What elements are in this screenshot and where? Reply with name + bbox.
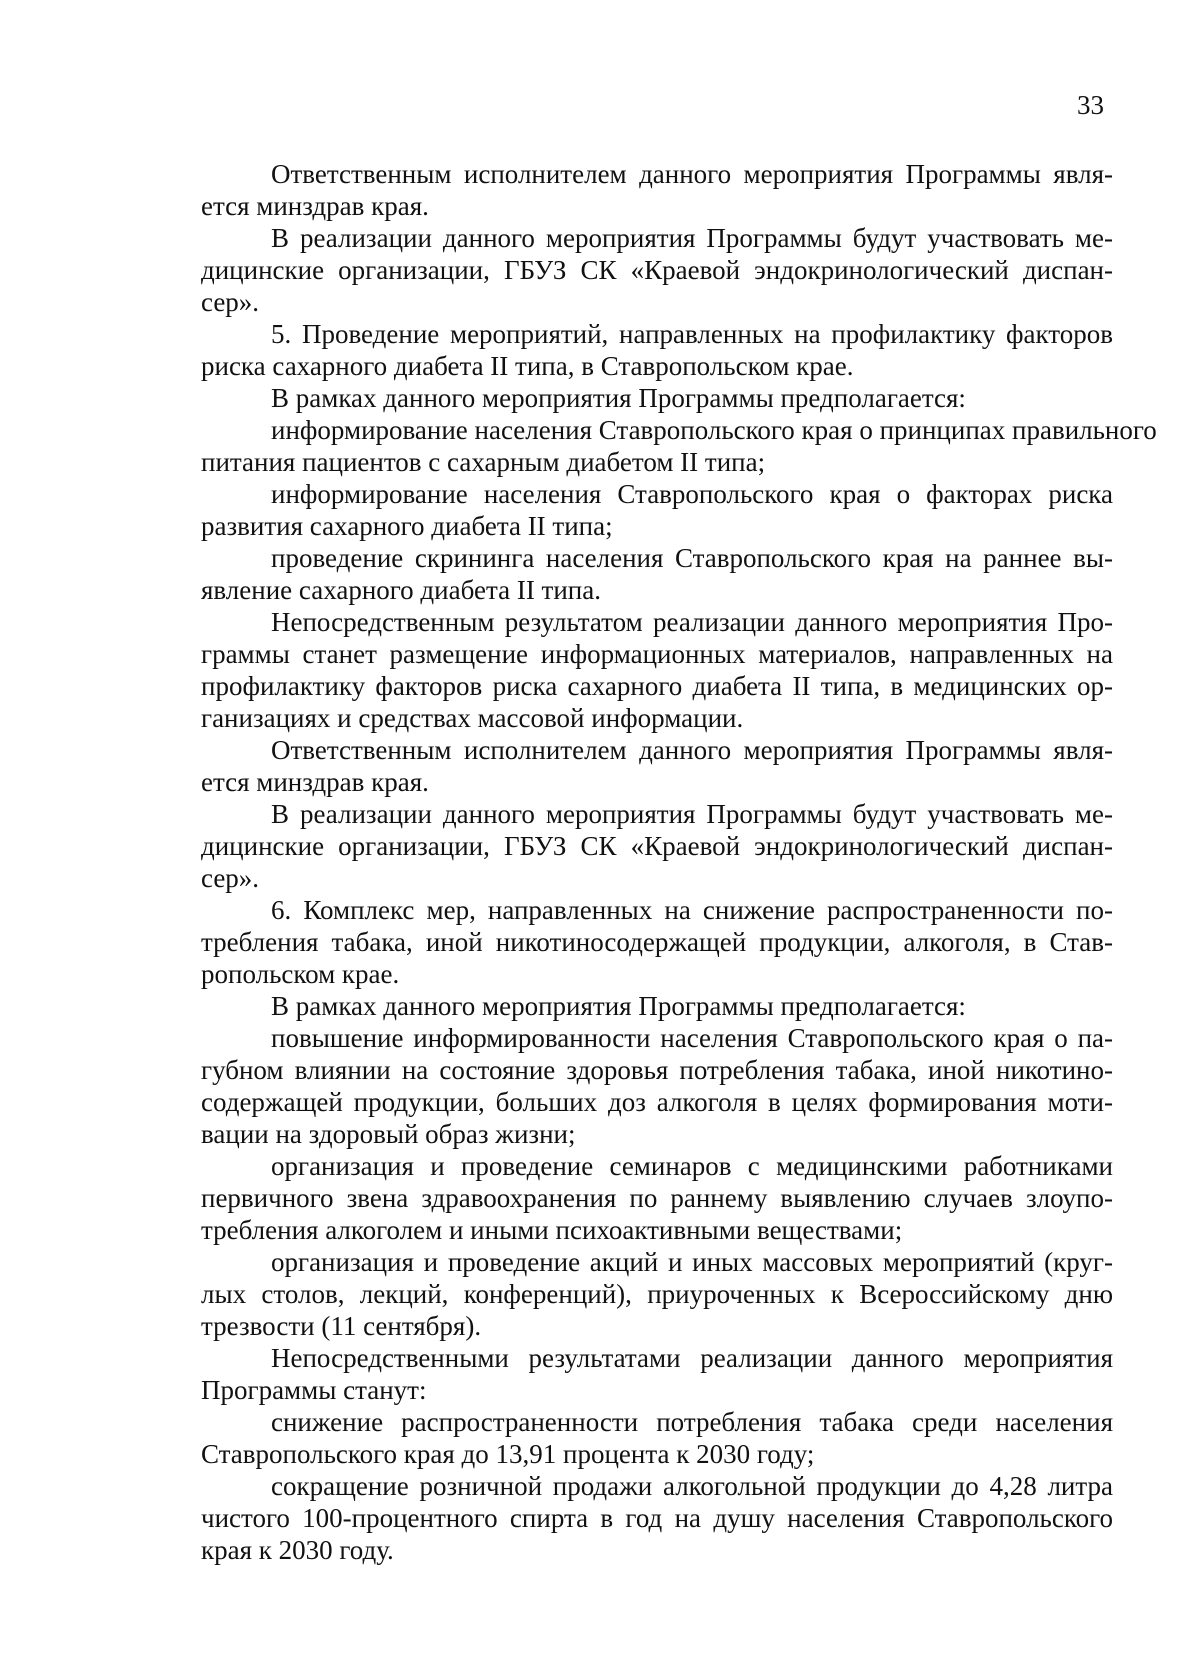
text-line: Программы станут: bbox=[201, 1375, 427, 1405]
paragraph bbox=[201, 382, 1113, 414]
text-line: Ставропольского края до 13,91 процента к 2030 году; bbox=[201, 1439, 815, 1469]
text-line: первичного звена здравоохранения по раннему выявлению случаев злоупо- bbox=[201, 1183, 1113, 1213]
paragraph bbox=[201, 894, 1113, 990]
text-line: В рамках данного мероприятия Программы предполагается: bbox=[271, 383, 966, 413]
text-line: граммы станет размещение информационных материалов, направленных на bbox=[201, 639, 1113, 669]
text-line: ганизациях и средствах массовой информации. bbox=[201, 703, 744, 733]
text-line: сер». bbox=[201, 287, 260, 317]
paragraph bbox=[201, 1342, 1113, 1406]
text-line: ется минздрав края. bbox=[201, 191, 429, 221]
paragraph bbox=[201, 798, 1113, 894]
paragraph bbox=[201, 1406, 1113, 1470]
text-line: организация и проведение акций и иных массовых мероприятий (круг- bbox=[271, 1247, 1113, 1277]
paragraph bbox=[201, 222, 1113, 318]
paragraph bbox=[201, 318, 1113, 382]
text-line: требления алкоголем и иными психоактивными веществами; bbox=[201, 1215, 903, 1245]
text-line: питания пациентов с сахарным диабетом II типа; bbox=[201, 447, 766, 477]
paragraph bbox=[201, 1470, 1113, 1566]
paragraph bbox=[201, 158, 1113, 222]
text-line: губном влиянии на состояние здоровья потребления табака, иной никотино- bbox=[201, 1055, 1113, 1085]
text-line: дицинские организации, ГБУЗ СК «Краевой эндокринологический диспан- bbox=[201, 831, 1113, 861]
text-line: информирование населения Ставропольского края о принципах правильного bbox=[271, 415, 1157, 445]
text-line: ется минздрав края. bbox=[201, 767, 429, 797]
page-number: 33 bbox=[1077, 90, 1104, 120]
text-line: профилактику факторов риска сахарного диабета II типа, в медицинских ор- bbox=[201, 671, 1113, 701]
text-line: чистого 100-процентного спирта в год на душу населения Ставропольского bbox=[201, 1503, 1113, 1533]
paragraph bbox=[201, 1150, 1113, 1246]
paragraph bbox=[201, 1022, 1113, 1150]
document-body bbox=[201, 158, 1157, 1566]
text-line: требления табака, иной никотиносодержащей продукции, алкоголя, в Став- bbox=[201, 927, 1113, 957]
text-line: развития сахарного диабета II типа; bbox=[201, 511, 613, 541]
text-line: В реализации данного мероприятия Программы будут участвовать ме- bbox=[271, 223, 1113, 253]
text-line: ропольском крае. bbox=[201, 959, 400, 989]
text-line: повышение информированности населения Ставропольского края о па- bbox=[271, 1023, 1113, 1053]
text-line: края к 2030 году. bbox=[201, 1535, 394, 1565]
text-line: Ответственным исполнителем данного мероприятия Программы явля- bbox=[271, 159, 1113, 189]
paragraph bbox=[201, 478, 1113, 542]
paragraph bbox=[201, 542, 1113, 606]
text-line: Непосредственным результатом реализации данного мероприятия Про- bbox=[271, 607, 1113, 637]
text-line: Непосредственными результатами реализации данного мероприятия bbox=[271, 1343, 1113, 1373]
text-line: организация и проведение семинаров с медицинскими работниками bbox=[271, 1151, 1113, 1181]
paragraph bbox=[201, 734, 1113, 798]
text-line: информирование населения Ставропольского края о факторах риска bbox=[271, 479, 1113, 509]
text-line: Ответственным исполнителем данного мероприятия Программы явля- bbox=[271, 735, 1113, 765]
paragraph bbox=[201, 414, 1157, 478]
paragraph bbox=[201, 990, 1113, 1022]
text-line: 5. Проведение мероприятий, направленных на профилактику факторов bbox=[271, 319, 1113, 349]
text-line: 6. Комплекс мер, направленных на снижение распространенности по- bbox=[271, 895, 1113, 925]
text-line: лых столов, лекций, конференций), приуроченных к Всероссийскому дню bbox=[201, 1279, 1113, 1309]
text-line: снижение распространенности потребления табака среди населения bbox=[271, 1407, 1113, 1437]
text-line: проведение скрининга населения Ставропольского края на раннее вы- bbox=[271, 543, 1113, 573]
paragraph bbox=[201, 606, 1113, 734]
text-line: риска сахарного диабета II типа, в Ставропольском крае. bbox=[201, 351, 854, 381]
text-line: явление сахарного диабета II типа. bbox=[201, 575, 601, 605]
text-line: трезвости (11 сентября). bbox=[201, 1311, 482, 1341]
text-line: содержащей продукции, больших доз алкоголя в целях формирования моти- bbox=[201, 1087, 1113, 1117]
text-line: сокращение розничной продажи алкогольной продукции до 4,28 литра bbox=[271, 1471, 1113, 1501]
text-line: В рамках данного мероприятия Программы предполагается: bbox=[271, 991, 966, 1021]
text-line: дицинские организации, ГБУЗ СК «Краевой эндокринологический диспан- bbox=[201, 255, 1113, 285]
text-line: вации на здоровый образ жизни; bbox=[201, 1119, 576, 1149]
paragraph bbox=[201, 1246, 1113, 1342]
text-line: В реализации данного мероприятия Программы будут участвовать ме- bbox=[271, 799, 1113, 829]
text-line: сер». bbox=[201, 863, 260, 893]
